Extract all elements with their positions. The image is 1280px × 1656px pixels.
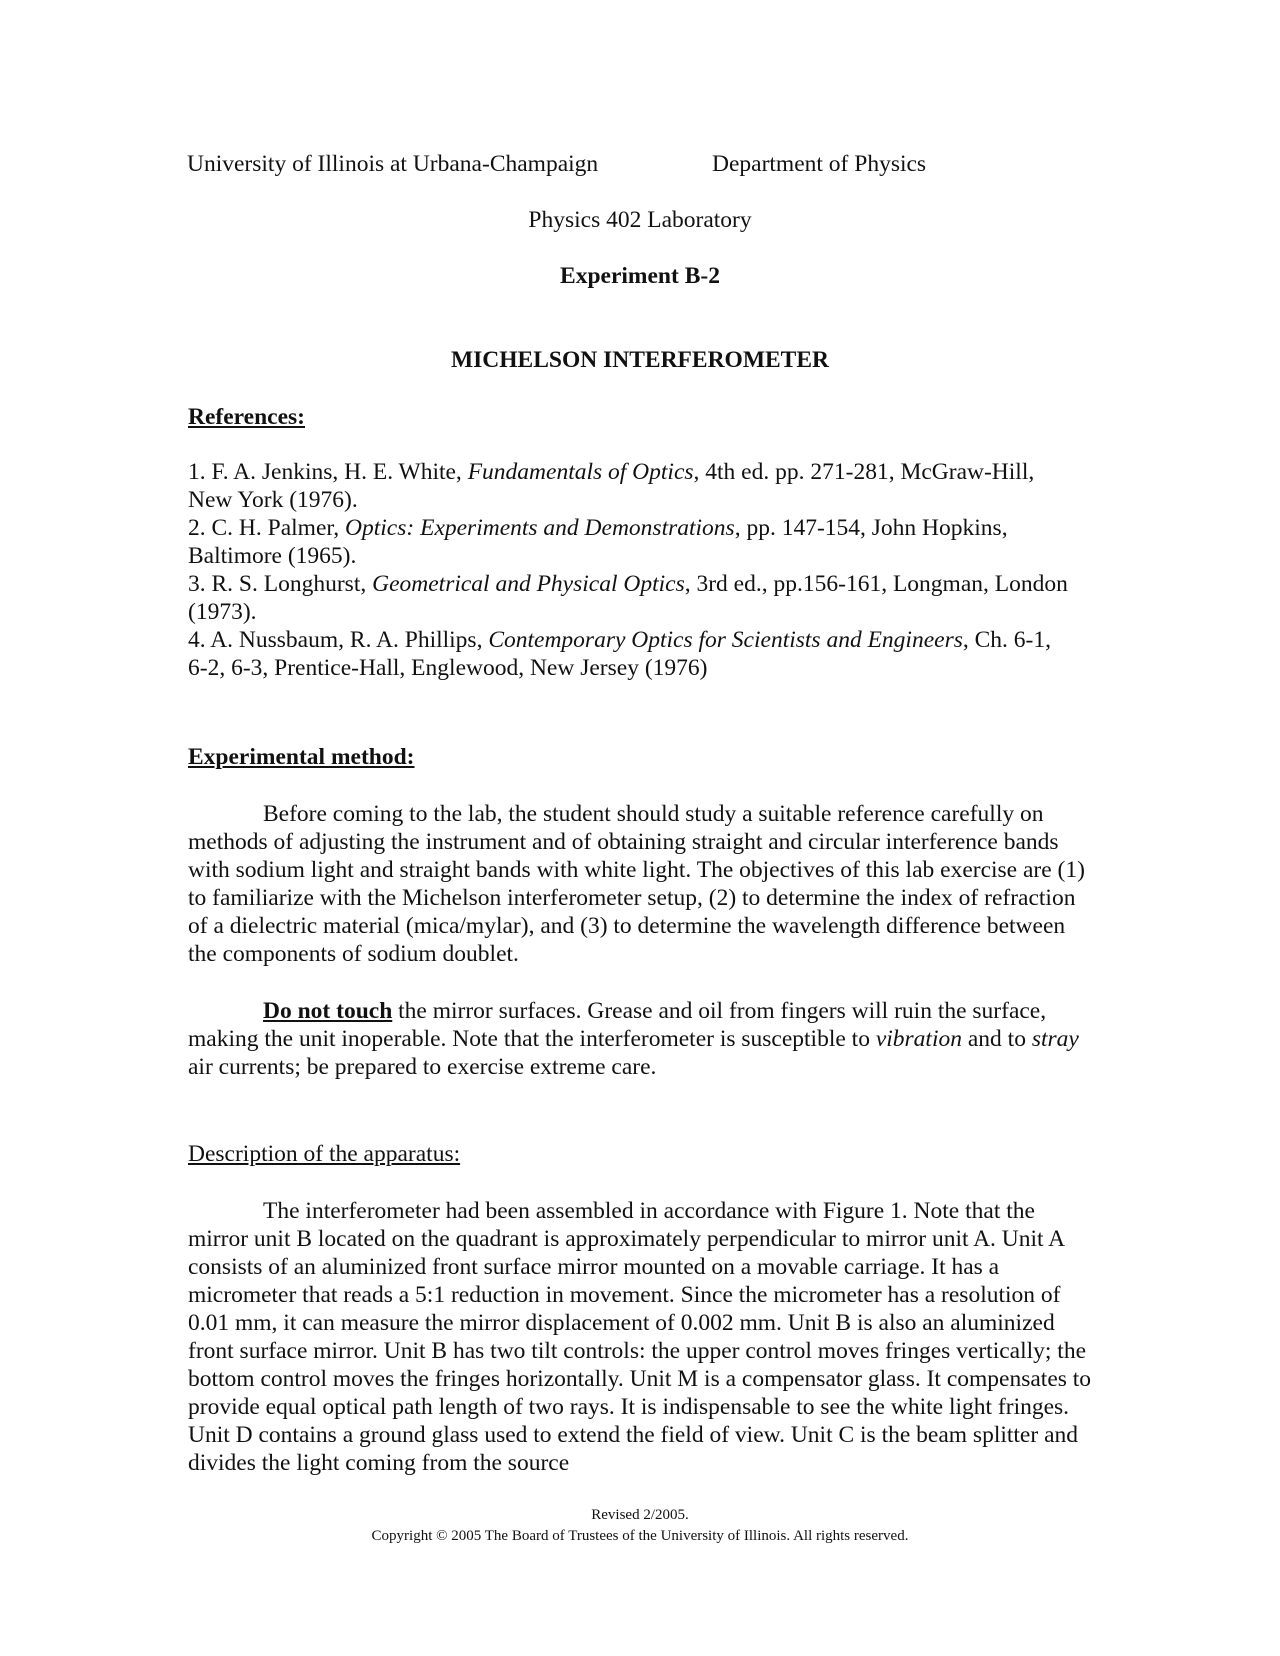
apparatus-paragraph [188,1197,1098,1477]
revised-note: Revised 2/2005. [591,1507,689,1523]
copyright-note: Copyright © 2005 The Board of Trustees of the University of Illinois. All rights reserved. [371,1528,909,1544]
method-heading: Experimental method: [188,744,415,770]
references-heading: References: [188,404,305,430]
department-name: Department of Physics [712,151,927,177]
warning-text: Do not touch the mirror surfaces. Grease and oil from fingers will ruin the surface, making the unit inoperable. Note that the interferometer is susceptible to vibration and to stray air currents; be prepared to exercise extreme care. [188,998,1079,1080]
reference-item: 4. A. Nussbaum, R. A. Phillips, Contemporary Optics for Scientists and Engineers, Ch. 6-1, 6-2, 6-3, Prentice-Hall, Englewood, New Jersey (1976) [188,627,1051,681]
apparatus-heading: Description of the apparatus: [188,1141,461,1167]
apparatus-text: The interferometer had been assembled in accordance with Figure 1. Note that the mirror unit B located on the quadrant is approximately perpendicular to mirror unit A. Unit A consists of an aluminized front surface mirror mounted on a movable carriage. It has a micrometer that reads a 5:1 reduction in movement. Since the micrometer has a resolution of 0.01 mm, it can measure the mirror displacement of 0.002 mm. Unit B is also an aluminized front surface mirror. Unit B has two tilt controls: the upper control moves fringes vertically; the bottom control moves the fringes horizontally. Unit M is a compensator glass. It compensates to provide equal optical path length of two rays. It is indispensable to see the white light fringes. Unit D contains a ground glass used to extend the field of view. Unit C is the beam splitter and divides the light coming from the source [188,1198,1092,1476]
document-title: MICHELSON INTERFEROMETER [450,347,829,373]
reference-item: 2. C. H. Palmer, Optics: Experiments and Demonstrations, pp. 147-154, John Hopkins, Baltimore (1965). [188,515,1008,569]
course-name: Physics 402 Laboratory [528,207,752,233]
references-list [188,458,1068,682]
university-name: University of Illinois at Urbana-Champaign [187,151,599,177]
method-text: Before coming to the lab, the student should study a suitable reference carefully on methods of adjusting the instrument and of obtaining straight and circular interference bands with sodium light and straight bands with white light. The objectives of this lab exercise are (1) to familiarize with the Michelson interferometer setup, (2) to determine the index of refraction of a dielectric material (mica/mylar), and (3) to determine the wavelength difference between the components of sodium doublet. [188,801,1085,967]
reference-item: 1. F. A. Jenkins, H. E. White, Fundamentals of Optics, 4th ed. pp. 271-281, McGraw-Hill, New York (1976). [188,459,1035,513]
reference-item: 3. R. S. Longhurst, Geometrical and Physical Optics, 3rd ed., pp.156-161, Longman, London (1973). [188,571,1068,625]
method-paragraph [188,800,1093,968]
warning-paragraph [188,997,1093,1081]
experiment-number: Experiment B-2 [560,263,720,289]
